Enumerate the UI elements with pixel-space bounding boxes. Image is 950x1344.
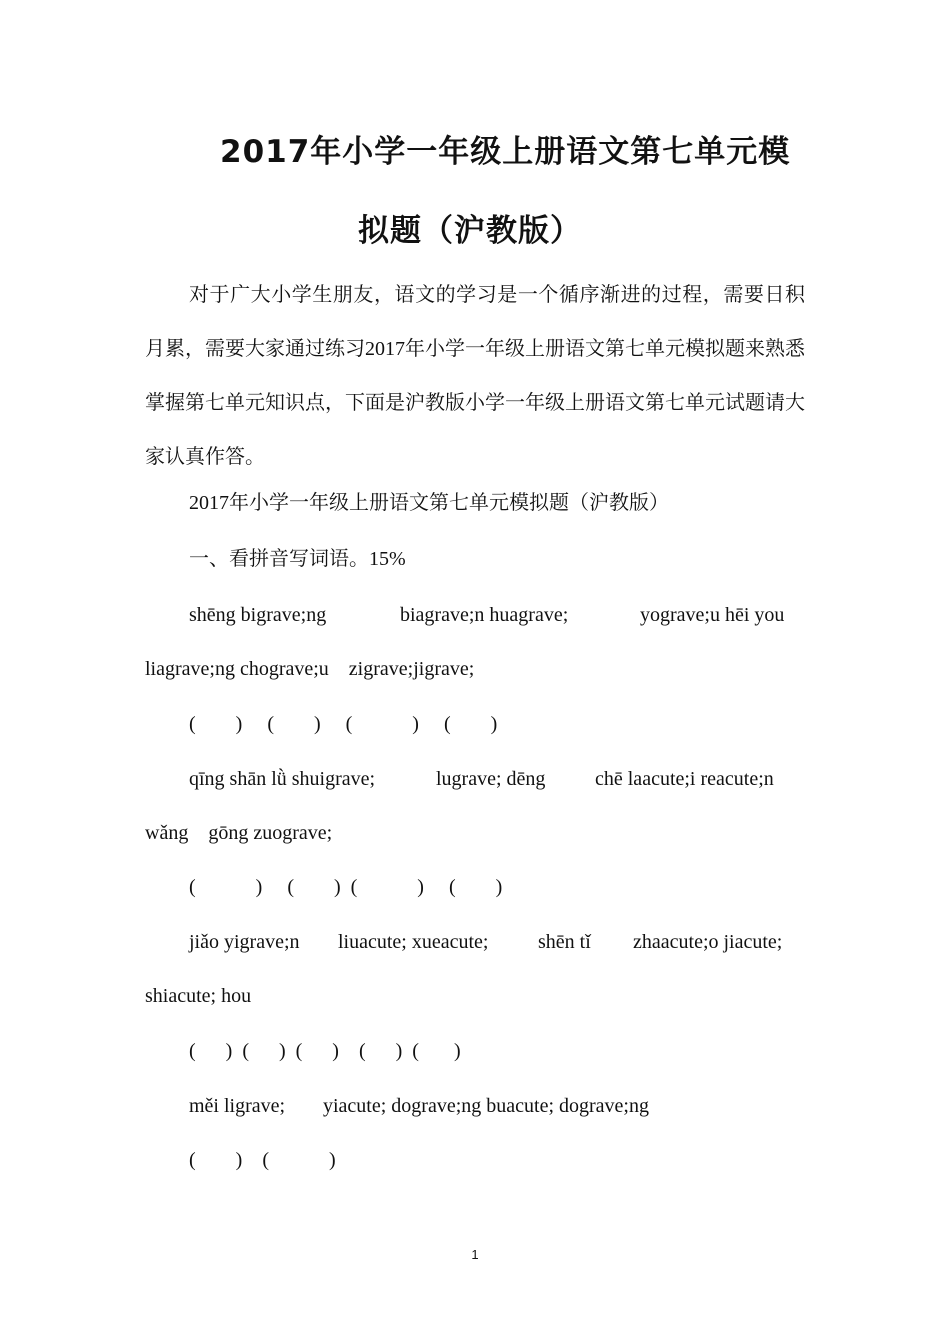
answer-blanks: ( ) ( ) ( ) ( ) — [189, 713, 498, 735]
pinyin-word: chē laacute;i reacute;n — [595, 768, 774, 790]
answer-blanks: ( ) ( ) — [189, 1149, 336, 1171]
pinyin-line-wrap: wǎng gōng zuograve; — [145, 822, 333, 844]
subtitle: 2017年小学一年级上册语文第七单元模拟题（沪教版） — [189, 492, 669, 514]
pinyin-word: yiacute; dograve;ng buacute; dograve;ng — [323, 1095, 649, 1117]
page-title-line2: 拟题（沪教版） — [358, 213, 582, 249]
page-title-line1: 2017年小学一年级上册语文第七单元模 — [220, 134, 791, 170]
pinyin-word: zhaacute;o jiacute; — [633, 931, 783, 953]
pinyin-word: měi ligrave; — [189, 1095, 286, 1117]
pinyin-word: yograve;u hēi you — [640, 604, 785, 626]
pinyin-word: jiǎo yigrave;n — [189, 931, 300, 953]
answer-blanks: ( ) ( ) ( ) ( ) ( ) — [189, 1040, 461, 1062]
section-heading-1: 一、看拼音写词语。15% — [189, 548, 406, 570]
pinyin-word: lugrave; dēng — [436, 768, 546, 790]
pinyin-word: liuacute; xueacute; — [338, 931, 489, 953]
pinyin-word: biagrave;n huagrave; — [400, 604, 569, 626]
pinyin-line-wrap: shiacute; hou — [145, 985, 252, 1007]
page-number: 1 — [471, 1247, 479, 1262]
pinyin-word: qīng shān lǜ shuigrave; — [189, 768, 376, 790]
pinyin-word: shēng bigrave;ng — [189, 604, 327, 626]
pinyin-word: shēn tǐ — [538, 931, 591, 953]
pinyin-line-wrap: liagrave;ng chograve;u zigrave;jigrave; — [145, 658, 475, 680]
intro-paragraph: 对于广大小学生朋友，语文的学习是一个循序渐进的过程，需要日积月累，需要大家通过练习2017年小学一年级上册语文第七单元模拟题来熟悉掌握第七单元知识点，下面是沪教版小学一年级上册语文第七单元试题请大家认真作答。 — [145, 284, 805, 468]
answer-blanks: ( ) ( ) ( ) ( ) — [189, 876, 503, 898]
